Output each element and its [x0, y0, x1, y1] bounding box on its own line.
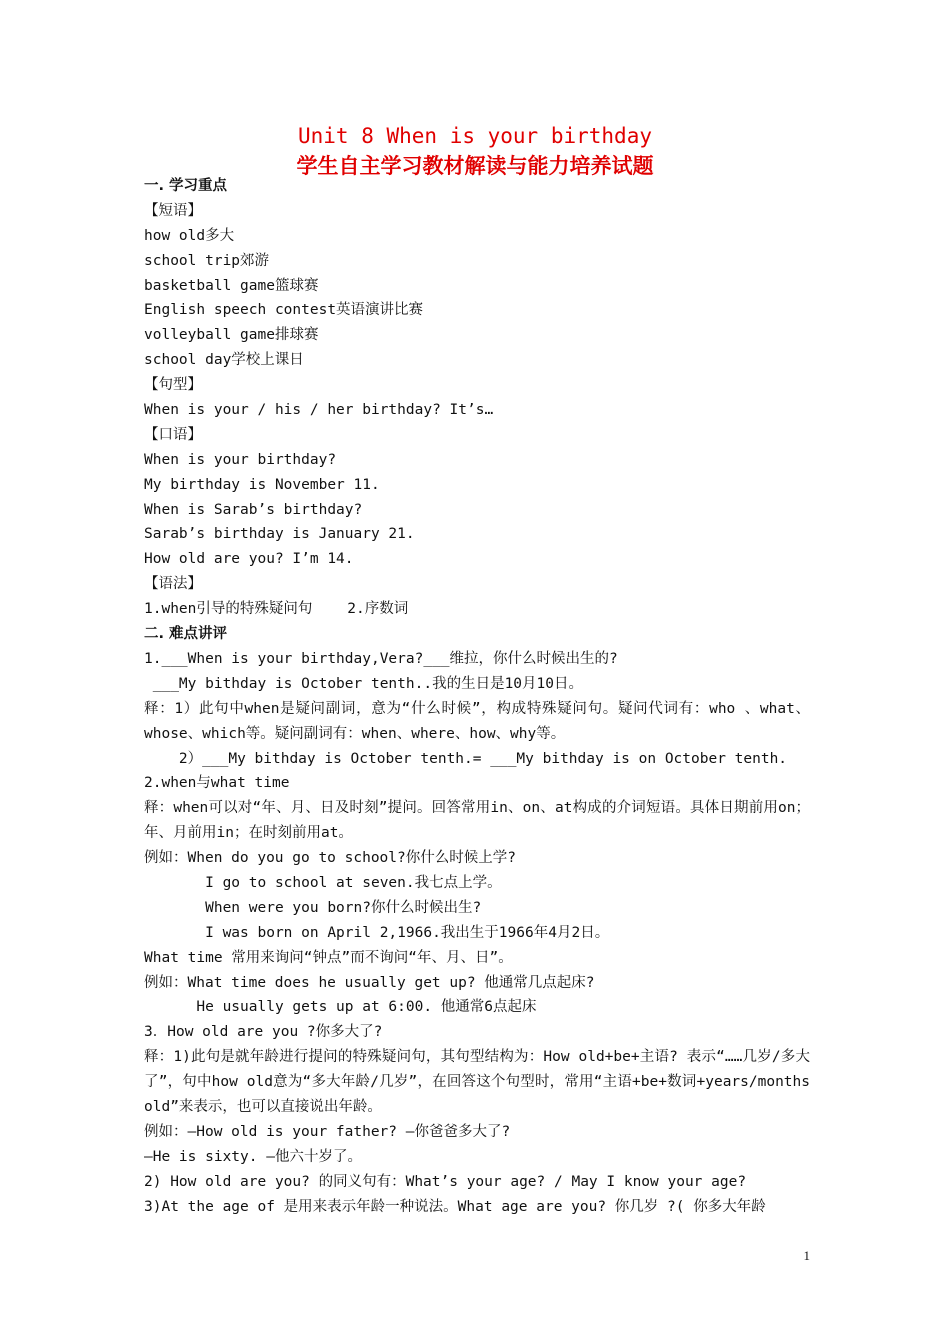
text-line: My birthday is November 11.	[144, 476, 380, 493]
text-line: I go to school at seven.我七点上学。	[144, 875, 502, 891]
text-line: 释：1)此句是就年龄进行提问的特殊疑问句，其句型结构为：How old+be+主语? 表示“……几岁/多大了”，句中how old意为“多大年龄/几岁”，在回答这个句型时，常用“主语+be+数词+years/months old”来表示，也可以直接说出年龄。	[144, 1049, 810, 1116]
text-line: volleyball game排球赛	[144, 327, 319, 344]
text-line: —He is sixty. —他六十岁了。	[144, 1148, 362, 1165]
text-line: Sarab’s birthday is January 21.	[144, 526, 415, 543]
text-line: school trip郊游	[144, 252, 270, 269]
text-line: 1.when引导的特殊疑问句 2.序数词	[144, 601, 409, 618]
text-line: When were you born?你什么时候出生?	[144, 899, 482, 916]
text-line: When is your birthday?	[144, 451, 337, 468]
text-line: 2）___My bithday is October tenth.= ___My bithday is on October tenth.	[144, 750, 788, 767]
text-line: 1.___When is your birthday,Vera?___维拉，你什么时候出生的?	[144, 650, 618, 667]
text-line: 例如：What time does he usually get up? 他通常几点起床?	[144, 974, 595, 991]
text-line: 释：when可以对“年、月、日及时刻”提问。回答常用in、on、at构成的介词短语。具体日期前用on；年、月前用in；在时刻前用at。	[144, 800, 810, 842]
text-line: how old多大	[144, 227, 235, 244]
text-line: 例如：—How old is your father? —你爸爸多大了?	[144, 1123, 511, 1140]
text-line: ___My bithday is October tenth..我的生日是10月10日。	[144, 675, 583, 692]
text-line: 3．How old are you ?你多大了?	[144, 1024, 383, 1041]
text-line: 2) How old are you? 的同义句有：What’s your age? / May I know your age?	[144, 1173, 747, 1190]
text-line: How old are you? I’m 14.	[144, 551, 354, 568]
text-line: 一. 学习重点	[144, 178, 228, 194]
text-line: school day学校上课日	[144, 352, 304, 369]
text-line: 2.when与what time	[144, 775, 290, 792]
text-line: I was born on April 2,1966.我出生于1966年4月2日。	[144, 924, 610, 941]
text-line: He usually gets up at 6:00. 他通常6点起床	[144, 999, 537, 1016]
text-line: 释：1）此句中when是疑问副词，意为“什么时候”，构成特殊疑问句。疑问代词有：who 、what、whose、which等。疑问副词有：when、where、how、why等。	[144, 700, 810, 742]
text-line: When is Sarab’s birthday?	[144, 501, 363, 518]
text-line: When is your / his / her birthday? It’s…	[144, 402, 494, 419]
text-line: 3)At the age of 是用来表示年龄一种说法。What age are you? 你几岁 ?( 你多大年龄	[144, 1198, 766, 1215]
document-body	[144, 174, 810, 1220]
text-line: 【句型】	[144, 377, 202, 394]
text-line: 二. 难点讲评	[144, 626, 228, 643]
text-line: English speech contest英语演讲比赛	[144, 302, 424, 319]
text-line: 【短语】	[144, 202, 202, 219]
text-line: What time 常用来询问“钟点”而不询问“年、月、日”。	[144, 949, 513, 966]
document-subtitle: 学生自主学习教材解读与能力培养试题	[296, 153, 654, 178]
text-line: 【口语】	[144, 426, 202, 443]
text-line: basketball game篮球赛	[144, 277, 319, 294]
document-title: Unit 8 When is your birthday	[297, 124, 652, 148]
page-number: 1	[803, 1248, 810, 1263]
text-line: 【语法】	[144, 576, 202, 593]
text-line: 例如：When do you go to school?你什么时候上学?	[144, 850, 516, 867]
